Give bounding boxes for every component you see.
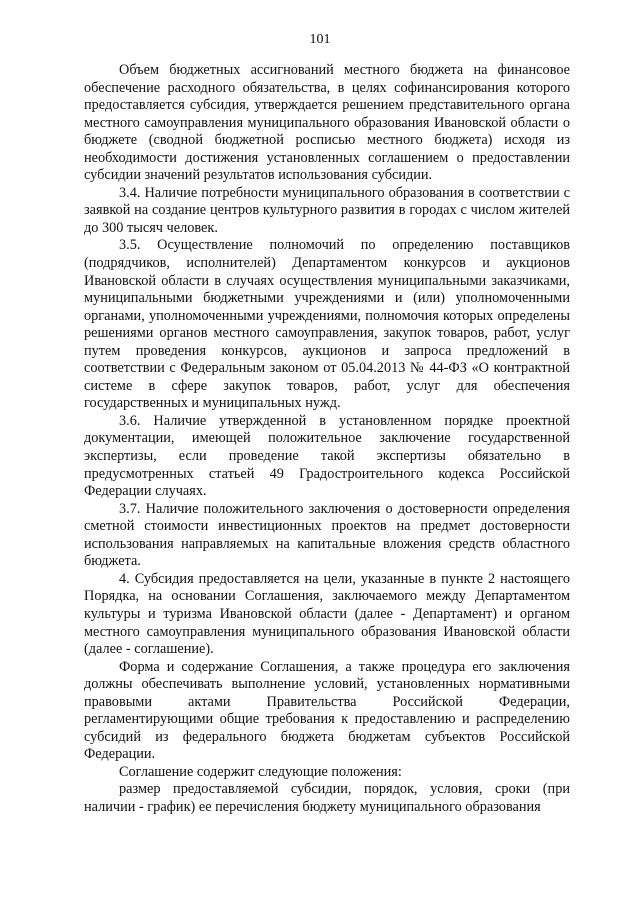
- paragraph-agreement-contains: Соглашение содержит следующие положения:: [119, 763, 402, 780]
- paragraph-4: 4. Субсидия предоставляется на цели, указанные в пункте 2 настоящего Порядка, на основании Соглашения, заключаемого между Департаментом культуры и туризма Ивановской области (далее - Департамент) и органом местного самоуправления муниципального образования Ивановской области (далее - соглашение).: [84, 570, 570, 658]
- paragraph-3-5: 3.5. Осуществление полномочий по определению поставщиков (подрядчиков, исполнителей) Департаментом конкурсов и аукционов Ивановской области в случаях осуществления муниципальными заказчиками, муниципальными бюджетными учреждениями и (или) уполномоченными органами, уполномоченными учреждениями, полномочия которых определены решениями органов местного самоуправления, закупок товаров, работ, услуг путем проведения конкурсов, аукционов и запроса предложений в соответствии с Федеральным законом от 05.04.2013 № 44-ФЗ «О контрактной системе в сфере закупок товаров, работ, услуг для обеспечения государственных и муниципальных нужд.: [84, 237, 570, 412]
- paragraph-3-4: 3.4. Наличие потребности муниципального образования в соответствии с заявкой на создание центров культурного развития в городах с числом жителей до 300 тысяч человек.: [84, 184, 570, 236]
- paragraph-budget-allocations: Объем бюджетных ассигнований местного бюджета на финансовое обеспечение расходного обязательства, в целях софинансирования которого предоставляется субсидия, утверждается решением представительного органа местного самоуправления муниципального образования Ивановской области о бюджете (сводной бюджетной росписью местного бюджета) исходя из необходимости достижения установленных соглашением о предоставлении субсидии значений результатов использования субсидии.: [84, 62, 570, 184]
- paragraph-3-7: 3.7. Наличие положительного заключения о достоверности определения сметной стоимости инвестиционных проектов на предмет достоверности использования направляемых на капитальные вложения средств областного бюджета.: [84, 500, 570, 570]
- paragraph-subsidy-amount: размер предоставляемой субсидии, порядок, условия, сроки (при наличии - график) ее перечисления бюджету муниципального образования: [84, 781, 570, 815]
- paragraph-3-6: 3.6. Наличие утвержденной в установленном порядке проектной документации, имеющей положительное заключение государственной экспертизы, если проведение такой экспертизы обязательно в предусмотренных статьей 49 Градостроительного кодекса Российской Федерации случаях.: [84, 412, 570, 500]
- document-body: [84, 62, 570, 817]
- paragraph-agreement-form: Форма и содержание Соглашения, а также процедура его заключения должны обеспечивать выполнение условий, установленных нормативными правовыми актами Правительства Российской Федерации, регламентирующими общие требования к предоставлению и распределению субсидий из федерального бюджета бюджетам субъектов Российской Федерации.: [84, 658, 570, 763]
- page-number: 101: [309, 32, 331, 47]
